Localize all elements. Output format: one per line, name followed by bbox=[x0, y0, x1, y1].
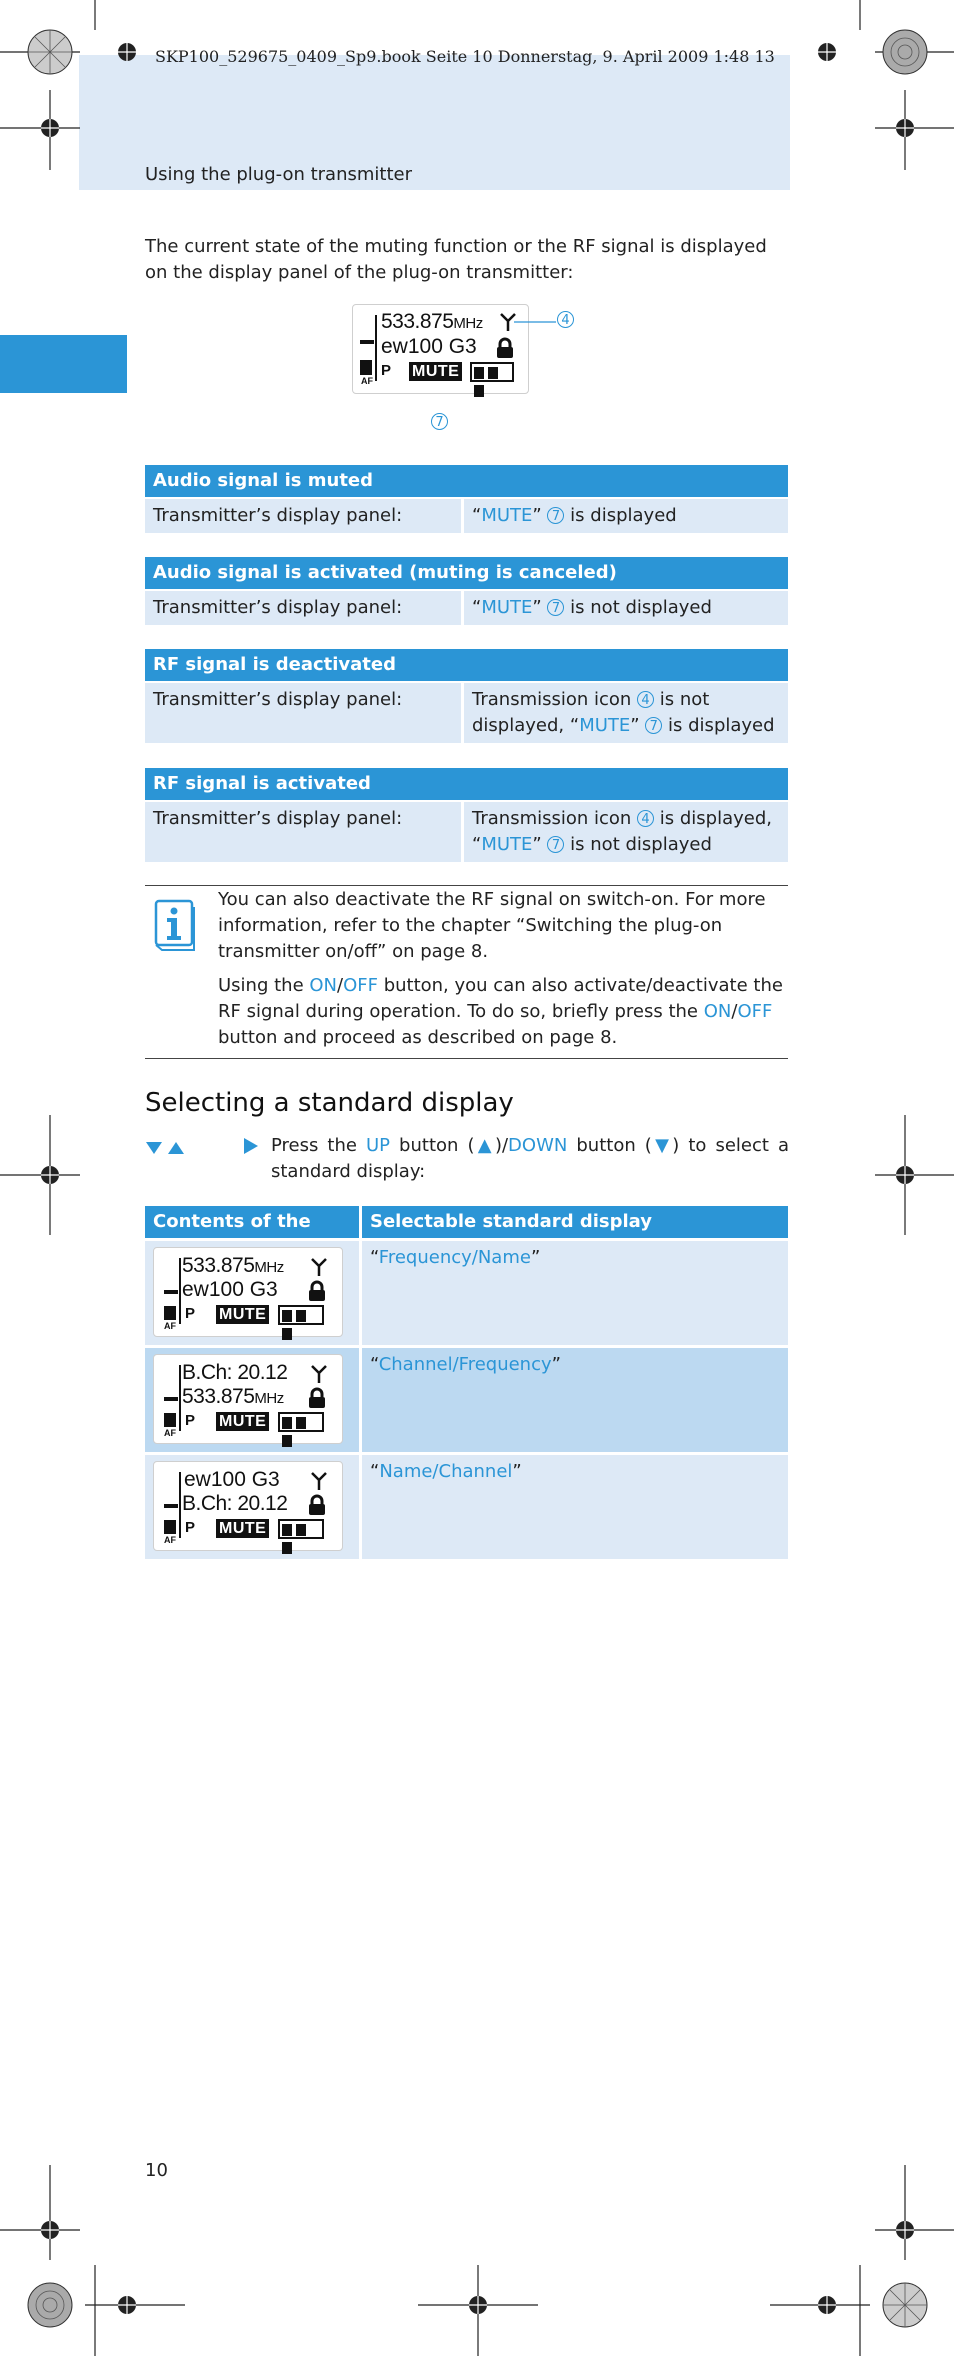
lcd-mute: MUTE bbox=[216, 1412, 269, 1431]
row-label: Transmitter’s display panel: bbox=[153, 689, 403, 710]
af-level-bar bbox=[360, 340, 374, 344]
step-text: Press the UP button (▲)/DOWN button (▼) to select a standard display: bbox=[271, 1135, 789, 1182]
lcd-divider bbox=[375, 315, 377, 381]
table-header: Audio signal is activated (muting is canceled) bbox=[145, 557, 788, 589]
lcd-mute: MUTE bbox=[216, 1305, 269, 1324]
page-number: 10 bbox=[145, 2160, 168, 2181]
lock-icon bbox=[306, 1387, 328, 1409]
table-row: B.Ch: 20.12 533.875MHz AF P MUTE “Channel/Frequency” bbox=[145, 1348, 788, 1452]
row-label: Transmitter’s display panel: bbox=[153, 597, 403, 618]
table-row bbox=[145, 591, 788, 625]
option-channel-frequency: Channel/Frequency bbox=[378, 1354, 552, 1375]
col-header-selectable: Selectable standard display bbox=[362, 1206, 788, 1238]
lcd-mute: MUTE bbox=[216, 1519, 269, 1538]
section-header: Using the plug-on transmitter bbox=[145, 164, 413, 185]
battery-icon bbox=[278, 1412, 324, 1432]
print-header: SKP100_529675_0409_Sp9.book Seite 10 Donnerstag, 9. April 2009 1:48 13 bbox=[155, 47, 775, 66]
table-row bbox=[145, 683, 788, 743]
table-row bbox=[145, 499, 788, 533]
callout-lines bbox=[500, 300, 590, 440]
af-level-bar bbox=[164, 1290, 178, 1294]
note-top-rule bbox=[145, 885, 788, 886]
callout-7: 7 bbox=[431, 413, 448, 430]
callout-4: 4 bbox=[557, 311, 574, 328]
table-header: Audio signal is muted bbox=[145, 465, 788, 497]
note-bottom-rule bbox=[145, 1058, 788, 1059]
af-meter-icon bbox=[164, 1306, 176, 1320]
table-audio-muted bbox=[145, 465, 788, 533]
row-value: “MUTE” 7 is not displayed bbox=[461, 591, 788, 625]
step-arrow-icon bbox=[243, 1137, 259, 1155]
row-label: Transmitter’s display panel: bbox=[153, 505, 403, 526]
af-meter-icon bbox=[360, 360, 372, 375]
section-heading: Selecting a standard display bbox=[145, 1088, 514, 1118]
table-header: RF signal is activated bbox=[145, 768, 788, 800]
up-triangle-icon: ▲ bbox=[474, 1135, 495, 1156]
down-triangle-icon: ▼ bbox=[651, 1135, 673, 1156]
battery-icon bbox=[278, 1305, 324, 1325]
note-text-2: Using the ON/OFF button, you can also activate/deactivate the RF signal during operation. To do so, briefly press the ON/OFF button and proceed as described on page 8. bbox=[218, 975, 783, 1048]
display-table bbox=[145, 1206, 788, 1559]
table-row bbox=[145, 802, 788, 862]
note-text-1: You can also deactivate the RF signal on switch-on. For more information, refer to the chapter “Switching the plug-on transmitter on/off” on page 8. bbox=[218, 889, 766, 962]
option-name-channel: Name/Channel bbox=[379, 1461, 513, 1482]
antenna-icon bbox=[309, 1256, 329, 1278]
row-value: “MUTE” 7 is displayed bbox=[461, 499, 788, 533]
table-rf-deactivated bbox=[145, 649, 788, 743]
lcd-unit: MHz bbox=[453, 315, 483, 332]
af-level-bar bbox=[164, 1397, 178, 1401]
lcd-p: P bbox=[381, 362, 392, 379]
display-table-header bbox=[145, 1206, 788, 1238]
lock-icon bbox=[306, 1494, 328, 1516]
af-meter-icon bbox=[164, 1413, 176, 1427]
intro-text: The current state of the muting function or the RF signal is displayed on the display panel of the plug-on transmitter: bbox=[145, 236, 767, 283]
row-label: Transmitter’s display panel: bbox=[153, 808, 403, 829]
info-icon bbox=[152, 898, 198, 952]
option-frequency-name: Frequency/Name bbox=[378, 1247, 531, 1268]
display-preview: B.Ch: 20.12 533.875MHz AF P MUTE bbox=[153, 1354, 343, 1444]
col-header-contents: Contents of the bbox=[145, 1206, 359, 1238]
lcd-af: AF bbox=[361, 376, 373, 386]
lcd-name: ew100 G3 bbox=[381, 335, 477, 358]
antenna-icon bbox=[309, 1363, 329, 1385]
display-preview: ew100 G3 B.Ch: 20.12 AF P MUTE bbox=[153, 1461, 343, 1551]
row-value: Transmission icon 4 is displayed, “MUTE” 7 is not displayed bbox=[461, 802, 788, 862]
table-row: 533.875MHz ew100 G3 AF P MUTE “Frequency/Name” bbox=[145, 1241, 788, 1345]
lcd-frequency: 533.875 bbox=[381, 310, 454, 333]
lcd-mute: MUTE bbox=[409, 362, 462, 381]
table-row: ew100 G3 B.Ch: 20.12 AF P MUTE “Name/Channel” bbox=[145, 1455, 788, 1559]
table-rf-activated bbox=[145, 768, 788, 862]
row-value: Transmission icon 4 is not displayed, “MUTE” 7 is displayed bbox=[461, 683, 788, 743]
battery-icon bbox=[278, 1519, 324, 1539]
lock-icon bbox=[306, 1280, 328, 1302]
table-audio-activated bbox=[145, 557, 788, 625]
af-meter-icon bbox=[164, 1520, 176, 1534]
down-up-arrows-icon bbox=[145, 1139, 189, 1157]
antenna-icon bbox=[309, 1470, 329, 1492]
table-header: RF signal is deactivated bbox=[145, 649, 788, 681]
af-level-bar bbox=[164, 1504, 178, 1508]
display-preview: 533.875MHz ew100 G3 AF P MUTE bbox=[153, 1247, 343, 1337]
